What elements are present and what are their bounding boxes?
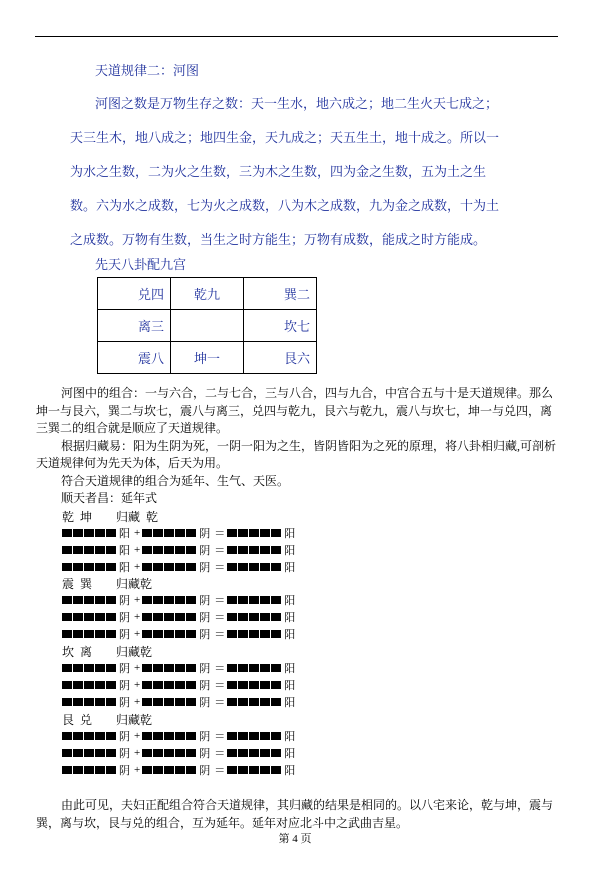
grid-cell: 坎七 [244,310,317,342]
yin-yang-label: 阴 [199,544,211,557]
trigram-bar [142,681,197,689]
yin-yang-label: 阴 [119,611,130,624]
trigram-row [62,526,297,539]
trigram-bar [227,529,282,537]
trigram-row [62,543,297,556]
trigram-bar [142,563,197,571]
trigram-bar [142,529,197,537]
operator-symbol: + [134,560,141,573]
operator-symbol: + [134,763,141,776]
trigram-row [62,593,297,606]
trigram-bar [142,613,197,621]
operator-symbol: ＝ [214,628,226,641]
operator-symbol: + [134,746,141,759]
yin-yang-label: 阴 [199,628,211,641]
trigram-row [62,746,297,759]
operator-symbol: ＝ [214,594,226,607]
operator-symbol: + [134,678,141,691]
yin-yang-label: 阴 [119,764,130,777]
yin-yang-label: 阴 [199,611,211,624]
yin-yang-label: 阴 [119,628,130,641]
yin-yang-label: 阳 [284,628,296,641]
yin-yang-label: 阳 [119,527,130,540]
operator-symbol: + [134,610,141,623]
yin-yang-label: 阳 [284,527,296,540]
trigram-bar [62,613,117,621]
trigram-pair-title: 艮 兑 归藏乾 [62,713,153,727]
operator-symbol: ＝ [214,679,226,692]
header-rule [35,36,558,37]
yin-yang-label: 阴 [199,527,211,540]
yin-yang-label: 阳 [284,679,296,692]
trigram-bar [227,613,282,621]
trigram-bar [62,563,117,571]
operator-symbol: ＝ [214,764,226,777]
section-heading: 天道规律二：河图 [95,64,200,79]
paragraph: 根据归藏易：阳为生阴为死，一阴一阳为之生，皆阴皆阳为之死的原理，将八卦相归藏,可剖析天道规律何为先天为体，后天为用。 [36,438,557,470]
yin-yang-label: 阴 [119,747,130,760]
trigram-bar [62,596,117,604]
trigram-bar [227,630,282,638]
grid-cell [171,310,244,342]
trigram-bar [227,681,282,689]
trigram-row [62,610,297,623]
trigram-bar [227,766,282,774]
trigram-pair-title: 乾 坤 归藏 乾 [62,510,159,524]
yin-yang-label: 阳 [284,764,296,777]
trigram-bar [142,596,197,604]
yin-yang-label: 阳 [284,594,296,607]
yin-yang-label: 阴 [199,696,211,709]
operator-symbol: ＝ [214,747,226,760]
yin-yang-label: 阴 [199,730,211,743]
trigram-bar [62,664,117,672]
yin-yang-label: 阴 [119,730,130,743]
trigram-bar [227,664,282,672]
grid-cell: 乾九 [171,278,244,310]
page-number: 第 4 页 [278,833,312,845]
grid-cell: 坤一 [171,342,244,374]
trigram-bar [227,732,282,740]
yin-yang-label: 阳 [119,544,130,557]
trigram-bar [62,766,117,774]
trigram-bar [227,698,282,706]
yin-yang-label: 阳 [284,696,296,709]
grid-cell: 兑四 [98,278,171,310]
trigram-bar [62,681,117,689]
yin-yang-label: 阴 [199,747,211,760]
trigram-bar [142,766,197,774]
operator-symbol: + [134,543,141,556]
trigram-bar [62,732,117,740]
closing-paragraph: 由此可见，夫妇正配组合符合天道规律，其归藏的结果是相同的。以八宅来论，乾与坤，震与巽，离与坎，艮与兑的组合，互为延年。延年对应北斗中之武曲吉星。 [36,798,554,830]
trigram-bar [62,698,117,706]
operator-symbol: ＝ [214,730,226,743]
trigram-row [62,729,297,742]
operator-symbol: + [134,729,141,742]
grid-cell: 离三 [98,310,171,342]
operator-symbol: ＝ [214,696,226,709]
trigram-row [62,763,297,776]
operator-symbol: + [134,593,141,606]
yin-yang-label: 阳 [119,561,130,574]
yin-yang-label: 阴 [199,662,211,675]
trigram-bar [142,698,197,706]
body-text [36,385,558,508]
trigram-bar [142,630,197,638]
yin-yang-label: 阳 [284,544,296,557]
trigram-row [62,560,297,573]
trigram-row [62,661,297,674]
yin-yang-label: 阴 [199,561,211,574]
yin-yang-label: 阳 [284,747,296,760]
yin-yang-label: 阴 [199,764,211,777]
yin-yang-label: 阳 [284,662,296,675]
trigram-pair-title: 坎 离 归藏乾 [62,645,153,659]
nine-palace-table [97,277,317,374]
grid-cell: 艮六 [244,342,317,374]
paragraph: 顺天者昌：延年式 [61,491,158,505]
yin-yang-label: 阴 [199,679,211,692]
trigram-bar [227,563,282,571]
yin-yang-label: 阴 [119,696,130,709]
yin-yang-label: 阴 [119,679,130,692]
trigram-row [62,627,297,640]
yin-yang-label: 阴 [119,594,130,607]
trigram-bar [227,546,282,554]
trigram-bar [227,596,282,604]
yin-yang-label: 阴 [199,594,211,607]
trigram-bar [142,664,197,672]
operator-symbol: + [134,627,141,640]
trigram-bar [142,732,197,740]
paragraph: 河图中的组合：一与六合，二与七合，三与八合，四与九合，中宫合五与十是天道规律。那么坤一与艮六，巽二与坎七，震八与离三，兑四与乾九，艮六与乾九，震八与坎七，坤一与兑四，离三巽二的组合就是顺应了天道规律。 [36,386,554,435]
trigram-bar [227,749,282,757]
trigram-bar [62,529,117,537]
operator-symbol: ＝ [214,561,226,574]
trigram-pair-title: 震 巽 归藏乾 [62,577,153,591]
operator-symbol: ＝ [214,544,226,557]
trigram-bar [62,630,117,638]
trigram-row [62,678,297,691]
yin-yang-label: 阳 [284,730,296,743]
operator-symbol: ＝ [214,611,226,624]
table-heading: 先天八卦配九宫 [95,258,187,273]
trigram-bar [62,546,117,554]
operator-symbol: + [134,526,141,539]
operator-symbol: + [134,661,141,674]
hetu-paragraph: 河图之数是万物生存之数：天一生水，地六成之；地二生火天七成之；天三生木，地八成之；地四生金，天九成之；天五生土，地十成之。所以一为水之生数，二为火之生数，三为木之生数，四为金之生数，五为土之生数。六为水之成数，七为火之成数，八为木之成数，九为金之成数，十为土之成数。万物有生数，当生之时方能生；万物有成数，能成之时方能成。 [70,97,500,248]
yin-yang-label: 阳 [284,611,296,624]
trigram-bar [142,749,197,757]
grid-cell: 震八 [98,342,171,374]
operator-symbol: ＝ [214,662,226,675]
yin-yang-label: 阴 [119,662,130,675]
trigram-bar [62,749,117,757]
trigram-bar [142,546,197,554]
operator-symbol: + [134,695,141,708]
yin-yang-label: 阳 [284,561,296,574]
grid-cell: 巽二 [244,278,317,310]
operator-symbol: ＝ [214,527,226,540]
trigram-row [62,695,297,708]
paragraph: 符合天道规律的组合为延年、生气、天医。 [61,473,290,488]
